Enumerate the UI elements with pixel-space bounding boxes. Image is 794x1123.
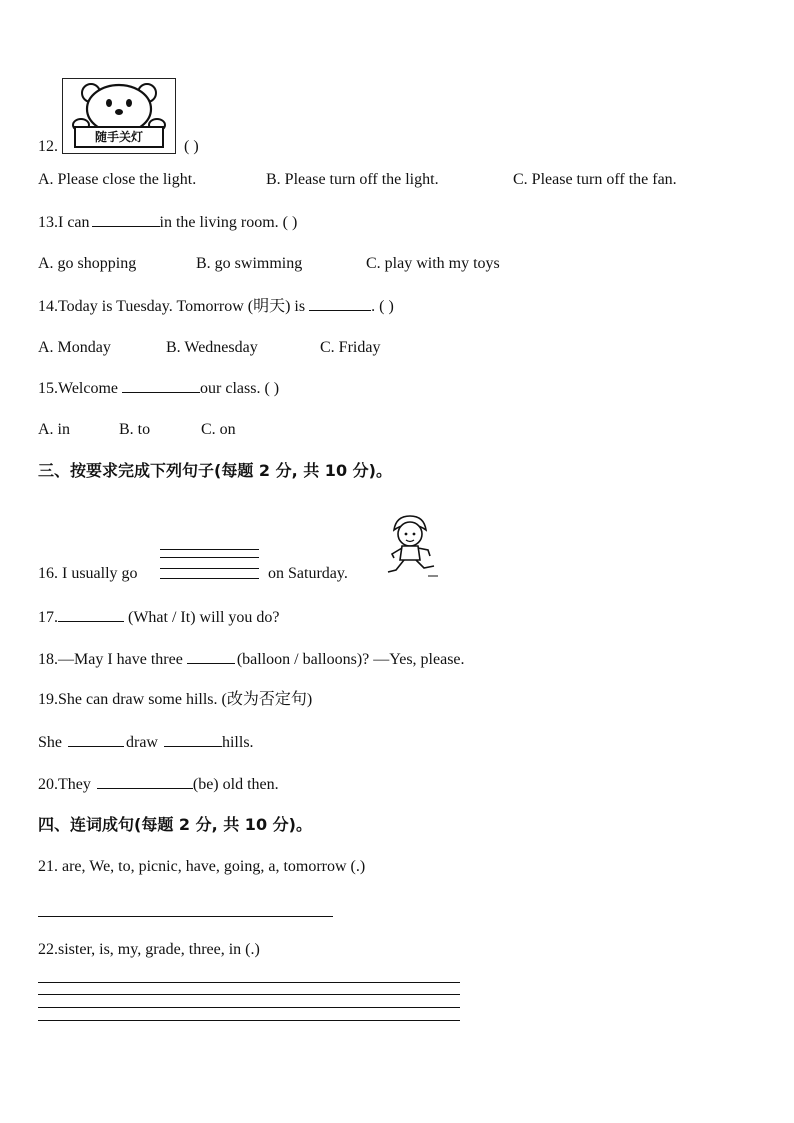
q16-text-before: 16. I usually go bbox=[38, 565, 138, 582]
question-12-number: 12. bbox=[38, 138, 58, 155]
question-14 bbox=[38, 296, 394, 317]
q19-blank-1[interactable] bbox=[68, 732, 124, 747]
q22-answer-line-4[interactable] bbox=[38, 1020, 460, 1021]
q20-blank[interactable] bbox=[97, 774, 193, 789]
q19-answer-end: hills. bbox=[221, 734, 254, 751]
q12-option-c[interactable]: C. Please turn off the fan. bbox=[513, 171, 677, 188]
q13-option-b[interactable]: B. go swimming bbox=[196, 255, 303, 272]
q15-text-before: 15.Welcome bbox=[38, 380, 119, 397]
question-13 bbox=[38, 212, 297, 233]
q14-text-after: . ( ) bbox=[371, 298, 394, 315]
q22-answer-line-3[interactable] bbox=[38, 1007, 460, 1008]
q21-answer-line[interactable] bbox=[38, 916, 333, 917]
q14-blank[interactable] bbox=[309, 296, 371, 311]
q12-option-a[interactable]: A. Please close the light. bbox=[38, 171, 197, 188]
q15-blank[interactable] bbox=[122, 378, 200, 393]
question-18 bbox=[38, 649, 465, 670]
q14-option-c[interactable]: C. Friday bbox=[320, 339, 381, 356]
question-20 bbox=[38, 774, 279, 795]
q16-writing-line-4[interactable] bbox=[160, 578, 259, 579]
q16-writing-line-1[interactable] bbox=[160, 549, 259, 550]
q15-option-b[interactable]: B. to bbox=[119, 421, 151, 438]
section-3-heading: 三、按要求完成下列句子(每题 2 分, 共 10 分)。 bbox=[38, 461, 392, 480]
q18-text-after: (balloon / balloons)? —Yes, please. bbox=[236, 651, 465, 668]
q17-text-after: (What / It) will you do? bbox=[128, 609, 280, 626]
q22-answer-line-2[interactable] bbox=[38, 994, 460, 995]
q16-writing-line-3[interactable] bbox=[160, 568, 259, 569]
q22-prompt: 22.sister, is, my, grade, three, in (.) bbox=[38, 941, 260, 958]
q13-text-after: in the living room. ( ) bbox=[159, 214, 298, 231]
q19-answer-start: She bbox=[38, 734, 62, 751]
q18-text-before: 18.—May I have three bbox=[38, 651, 183, 668]
light-sign-image bbox=[62, 78, 176, 154]
q20-text-before: 20.They bbox=[38, 776, 91, 793]
q20-text-after: (be) old then. bbox=[192, 776, 279, 793]
q12-option-b[interactable]: B. Please turn off the light. bbox=[266, 171, 439, 188]
q17-blank[interactable] bbox=[58, 607, 124, 622]
sign-text: 随手关灯 bbox=[94, 130, 143, 144]
q18-blank[interactable] bbox=[187, 649, 235, 664]
q13-option-a[interactable]: A. go shopping bbox=[38, 255, 137, 272]
q22-answer-line-1[interactable] bbox=[38, 982, 460, 983]
section-4-heading: 四、连词成句(每题 2 分, 共 10 分)。 bbox=[38, 815, 312, 834]
q21-prompt: 21. are, We, to, picnic, have, going, a, tomorrow (.) bbox=[38, 858, 366, 875]
q14-option-a[interactable]: A. Monday bbox=[38, 339, 111, 356]
q15-option-a[interactable]: A. in bbox=[38, 421, 70, 438]
q19-answer-mid: draw bbox=[126, 734, 158, 751]
q19-answer bbox=[38, 732, 254, 753]
q14-option-b[interactable]: B. Wednesday bbox=[166, 339, 258, 356]
question-12-answer-paren: ( ) bbox=[184, 138, 199, 155]
q16-writing-line-2[interactable] bbox=[160, 557, 259, 558]
q17-number: 17. bbox=[38, 609, 58, 626]
q16-text-after: on Saturday. bbox=[268, 565, 348, 582]
question-17 bbox=[38, 607, 280, 628]
q15-text-after: our class. ( ) bbox=[200, 380, 280, 397]
q13-text-before: 13.I can bbox=[38, 214, 90, 231]
q13-option-c[interactable]: C. play with my toys bbox=[366, 255, 500, 272]
q14-text-before: 14.Today is Tuesday. Tomorrow (明天) is bbox=[38, 298, 306, 315]
q13-blank[interactable] bbox=[92, 212, 160, 227]
running-boy-icon bbox=[384, 512, 440, 578]
q19-blank-2[interactable] bbox=[164, 732, 222, 747]
q15-option-c[interactable]: C. on bbox=[201, 421, 236, 438]
question-15 bbox=[38, 378, 279, 399]
q19-prompt: 19.She can draw some hills. (改为否定句) bbox=[38, 691, 313, 708]
